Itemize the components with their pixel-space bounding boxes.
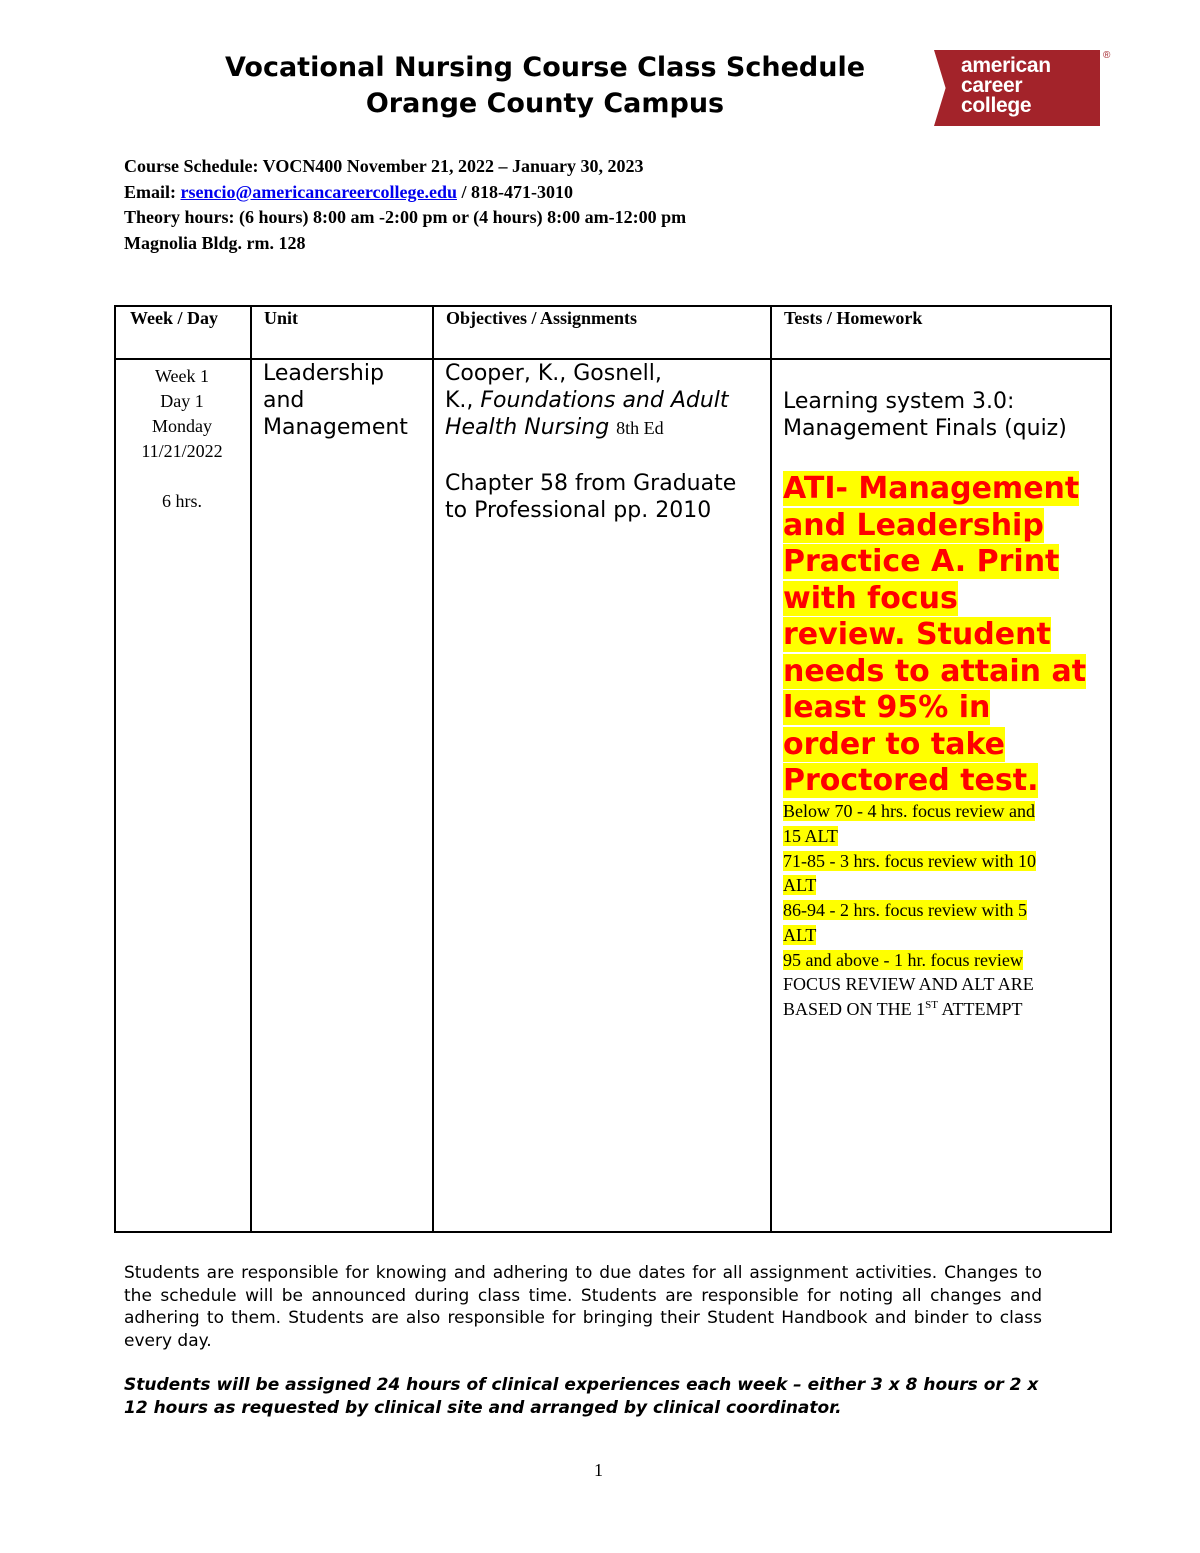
phone-number: / 818-471-3010 [461, 181, 573, 202]
course-info [124, 154, 686, 256]
header-tests: Tests / Homework [784, 308, 923, 328]
title-line-2: Orange County Campus [365, 88, 725, 119]
ordinal-suffix: ST [925, 998, 939, 1011]
course-schedule-line: Course Schedule: VOCN400 November 21, 2022 – January 30, 2023 [124, 156, 644, 176]
theory-hours-line: Theory hours: (6 hours) 8:00 am -2:00 pm or (4 hours) 8:00 am-12:00 pm [124, 207, 687, 227]
week-day-cell [117, 364, 247, 514]
ati-line-7: least 95% in [783, 690, 991, 725]
chapter-line-1: Chapter 58 from Graduate [445, 471, 737, 496]
score-line-3: 71-85 - 3 hrs. focus review with 10 [783, 850, 1036, 871]
focus-note-part-a: BASED ON THE 1 [783, 998, 926, 1019]
table-border-bottom [114, 1231, 1112, 1233]
page-title [150, 50, 940, 122]
reference-authors: K., [445, 388, 481, 413]
table-border-right [1110, 305, 1112, 1233]
score-line-4: ALT [783, 875, 817, 896]
ati-line [783, 690, 1108, 727]
ati-line-3: Practice A. Print [783, 544, 1060, 579]
date-label: 11/21/2022 [141, 441, 223, 461]
ati-line [783, 617, 1108, 654]
unit-line-3: Management [263, 415, 408, 440]
ati-line [783, 654, 1108, 691]
responsibility-paragraph: Students are responsible for knowing and adhering to due dates for all assignment activities. Changes to the schedule will be announced during class time. Students are responsible for noting all changes and adhering to them. Students are also responsible for bringing their Student Handbook and binder to class every day. [124, 1263, 1042, 1351]
ati-line-5: review. Student [783, 617, 1051, 652]
weekday-label: Monday [152, 416, 212, 436]
focus-note-part-b: ATTEMPT [938, 998, 1023, 1019]
book-edition: 8th Ed [616, 418, 664, 438]
focus-note-line-1: FOCUS REVIEW AND ALT ARE [783, 974, 1034, 994]
email-link[interactable]: rsencio@americancareercollege.edu [180, 181, 457, 202]
table-border-top [114, 305, 1112, 307]
unit-line-2: and [263, 388, 305, 413]
chapter-line-2: to Professional pp. 2010 [445, 498, 712, 523]
score-line-5: 86-94 - 2 hrs. focus review with 5 [783, 900, 1027, 921]
score-requirements [783, 799, 1103, 973]
column-divider-1 [250, 305, 252, 1233]
score-line-1: Below 70 - 4 hrs. focus review and [783, 801, 1035, 821]
registered-mark: ® [1103, 50, 1111, 61]
college-logo [934, 50, 1100, 126]
unit-line-1: Leadership [263, 361, 384, 386]
logo-line-3: college [961, 94, 1032, 117]
hours-label: 6 hrs. [162, 491, 202, 511]
ati-line [783, 508, 1108, 545]
ati-line-2: and Leadership [783, 507, 1044, 543]
logo-line-1: american [961, 54, 1051, 77]
ati-line [783, 727, 1108, 764]
reference-line-2 [445, 387, 767, 414]
column-divider-2 [432, 305, 434, 1233]
email-label: Email: [124, 181, 176, 202]
header-week-day: Week / Day [130, 308, 218, 328]
column-divider-3 [770, 305, 772, 1233]
score-line-6: ALT [783, 924, 817, 945]
ati-line-8: order to take [783, 726, 1005, 762]
management-finals-line: Management Finals (quiz) [783, 416, 1067, 441]
ati-line [783, 763, 1108, 800]
tests-cell [783, 388, 1108, 442]
book-title-part-2: Health Nursing [445, 415, 610, 440]
ati-line-4: with focus [783, 580, 958, 616]
objectives-cell [445, 360, 767, 524]
focus-review-note [783, 972, 1103, 1022]
score-line-7: 95 and above - 1 hr. focus review [783, 949, 1023, 970]
unit-cell [263, 360, 431, 441]
ati-line [783, 544, 1108, 581]
ati-line [783, 581, 1108, 618]
header-unit: Unit [264, 308, 299, 328]
reference-line-3 [445, 414, 767, 442]
week-label: Week 1 [154, 366, 210, 386]
clinical-note: Students will be assigned 24 hours of clinical experiences each week – either 3 x 8 hours or 2 x 12 hours as requested by clinical site and arranged by clinical coordinator. [124, 1375, 1039, 1418]
page-number: 1 [594, 1460, 603, 1480]
ati-line-6: needs to attain at [783, 653, 1087, 689]
header-objectives: Objectives / Assignments [446, 308, 637, 328]
reference-line-1: Cooper, K., Gosnell, [445, 361, 662, 386]
logo-line-2: career [961, 74, 1023, 97]
learning-system-line: Learning system 3.0: [783, 389, 1015, 414]
table-border-left [114, 305, 116, 1233]
focus-note-line-2 [783, 997, 1103, 1022]
ati-line-1: ATI- Management [783, 471, 1080, 506]
book-title-part-1: Foundations and Adult [480, 388, 729, 413]
title-line-1: Vocational Nursing Course Class Schedule [224, 52, 866, 83]
day-label: Day 1 [160, 391, 204, 411]
score-line-2: 15 ALT [783, 825, 838, 846]
email-line [124, 180, 686, 206]
room-line: Magnolia Bldg. rm. 128 [124, 232, 306, 253]
ati-practice-notice [783, 471, 1108, 800]
ati-line-9: Proctored test. [783, 763, 1039, 798]
ati-line [783, 471, 1108, 508]
logo-text [961, 56, 1051, 116]
